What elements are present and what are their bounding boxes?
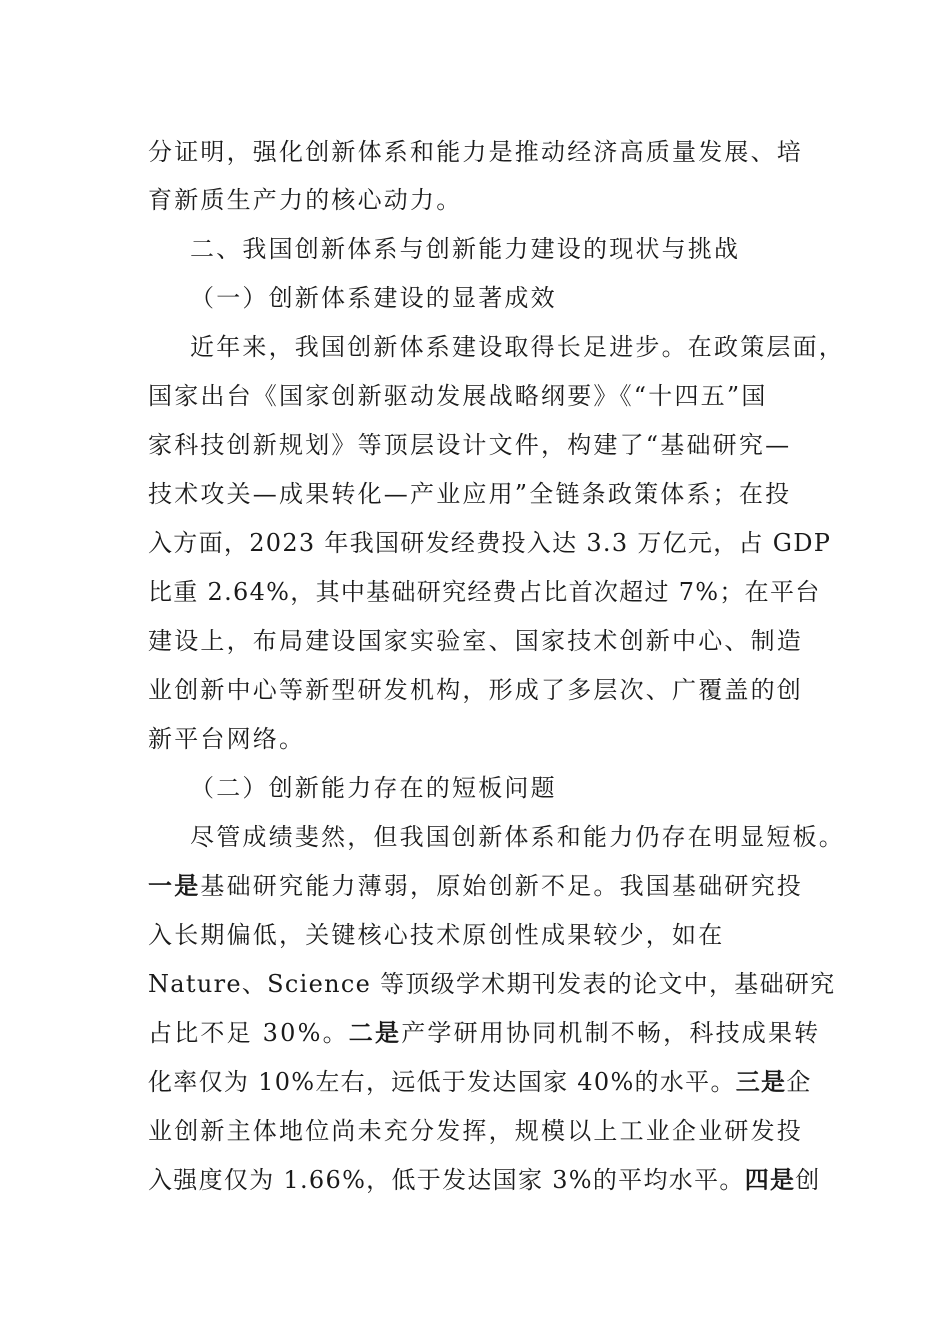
body-text-line: 国家出台《国家创新驱动发展战略纲要》《“十四五”国 [148, 382, 768, 410]
body-text-line [148, 1065, 812, 1099]
body-text-line: 育新质生产力的核心动力。 [148, 186, 463, 214]
body-text-line: 比重 2.64%，其中基础研究经费占比首次超过 7%；在平台 [148, 578, 821, 606]
body-text: 入强度仅为 1.66%，低于发达国家 3%的平均水平。 [148, 1166, 745, 1194]
body-text: 化率仅为 10%左右，远低于发达国家 40%的水平。 [148, 1068, 736, 1096]
body-text: 基础研究能力薄弱，原始创新不足。我国基础研究投 [200, 872, 804, 900]
body-text-line: 业创新主体地位尚未充分发挥，规模以上工业企业研发投 [148, 1117, 803, 1145]
body-text: 企 [786, 1068, 812, 1096]
body-text: 产学研用协同机制不畅，科技成果转 [401, 1019, 821, 1047]
body-text-line: 家科技创新规划》等顶层设计文件，构建了“基础研究— [148, 431, 792, 459]
emphasis-label: 二是 [348, 1018, 402, 1047]
section-heading: 二、我国创新体系与创新能力建设的现状与挑战 [190, 235, 741, 263]
subsection-heading: （二）创新能力存在的短板问题 [190, 774, 557, 802]
body-text: 创 [795, 1166, 821, 1194]
body-text-line: 尽管成绩斐然，但我国创新体系和能力仍存在明显短板。 [190, 823, 845, 851]
body-text-line: 建设上，布局建设国家实验室、国家技术创新中心、制造 [148, 627, 803, 655]
body-text-line: Nature、Science 等顶级学术期刊发表的论文中，基础研究 [148, 970, 836, 998]
body-text: 占比不足 30%。 [148, 1019, 349, 1047]
subsection-heading: （一）创新体系建设的显著成效 [190, 284, 557, 312]
body-text-line [148, 869, 803, 903]
emphasis-label: 一是 [148, 871, 201, 900]
emphasis-label: 四是 [744, 1165, 796, 1194]
body-text-line: 入长期偏低，关键核心技术原创性成果较少，如在 [148, 921, 725, 949]
body-text-line: 入方面，2023 年我国研发经费投入达 3.3 万亿元，占 GDP [148, 529, 832, 557]
body-text-line: 近年来，我国创新体系建设取得长足进步。在政策层面， [190, 333, 845, 361]
body-text-line [148, 1016, 820, 1050]
body-text-line: 分证明，强化创新体系和能力是推动经济高质量发展、培 [148, 138, 803, 166]
body-text-line: 新平台网络。 [148, 725, 306, 753]
body-text-line: 技术攻关—成果转化—产业应用”全链条政策体系；在投 [148, 480, 792, 508]
body-text-line: 业创新中心等新型研发机构，形成了多层次、广覆盖的创 [148, 676, 803, 704]
body-text-line [148, 1163, 821, 1197]
emphasis-label: 三是 [735, 1067, 787, 1096]
